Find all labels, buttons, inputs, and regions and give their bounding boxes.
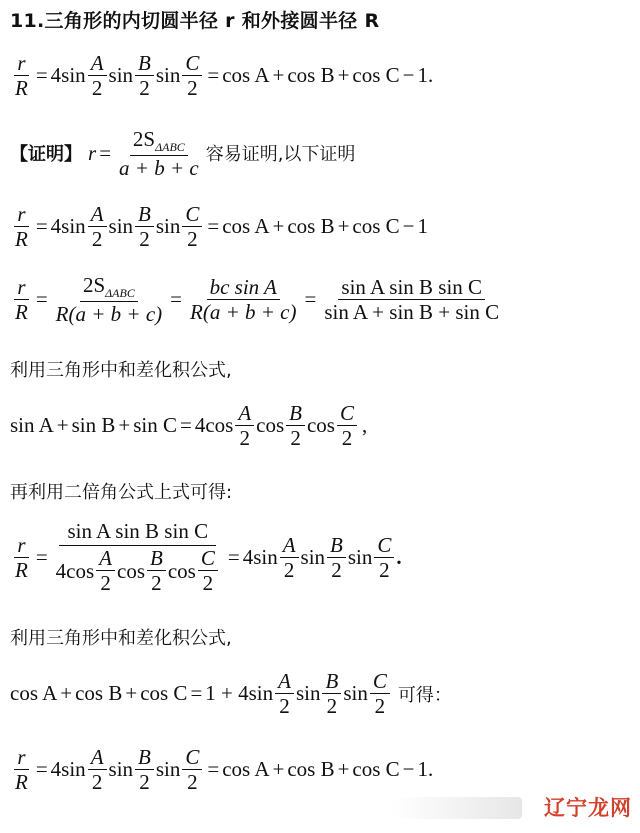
- fraction-C-over-2: [182, 203, 202, 250]
- numerator: A: [96, 547, 115, 571]
- page-title: 11.三角形的内切圆半径 r 和外接圆半径 R: [10, 10, 380, 32]
- denominator: 2: [374, 694, 386, 719]
- fraction-area-over-perimeter: [53, 274, 165, 325]
- equals-sign: =: [35, 286, 48, 311]
- numerator: C: [374, 534, 394, 558]
- fraction-A-over-2: [275, 670, 294, 717]
- denominator: R(a + b + c): [55, 301, 163, 326]
- plus-sign: +: [118, 413, 131, 438]
- numerator: A: [235, 402, 254, 426]
- coefficient: 4sin: [242, 544, 278, 569]
- plus-sign: +: [125, 681, 138, 706]
- fraction-B-over-2: [286, 402, 305, 449]
- denominator: R: [15, 227, 28, 252]
- equals-sign: =: [304, 286, 317, 311]
- term: sin C: [133, 413, 177, 438]
- fraction-bc-sinA: [187, 276, 299, 323]
- denominator: R: [15, 557, 28, 582]
- formula-final: [10, 746, 433, 793]
- fraction-C-over-2: [370, 670, 390, 717]
- numerator: sin A sin B sin C: [59, 520, 216, 546]
- fraction-A-over-2: [88, 746, 107, 793]
- fraction-sin-product-over-cos-product: [53, 520, 223, 594]
- equals-sign: =: [35, 544, 48, 569]
- proof-label: 【证明】: [10, 144, 82, 166]
- fraction-B-over-2: [135, 52, 154, 99]
- denominator: R: [15, 770, 28, 795]
- numerator: C: [198, 547, 218, 571]
- denominator: 2: [139, 76, 150, 101]
- equals-sign: =: [207, 757, 220, 782]
- equals-sign: =: [35, 757, 48, 782]
- numerator: B: [135, 52, 154, 76]
- numerator: C: [337, 402, 357, 426]
- numerator: r: [14, 276, 28, 300]
- minus-sign: −: [402, 757, 415, 782]
- term: cos C: [140, 681, 188, 706]
- denominator: 2: [326, 694, 338, 719]
- fraction-A-over-2: [96, 547, 115, 594]
- proof-intro-line: [10, 128, 355, 179]
- denominator: R(a + b + c): [190, 299, 297, 324]
- equals-sign: =: [190, 681, 203, 706]
- numerator: sin A sin B sin C: [338, 276, 485, 300]
- term: cos A: [222, 63, 270, 88]
- term: 1.: [417, 757, 434, 782]
- text-line-sum-to-product-2: [10, 624, 232, 650]
- function-name: sin: [155, 757, 181, 782]
- formula-ratio-expansion: [10, 274, 504, 325]
- denominator: 2: [151, 571, 162, 596]
- equals-sign: =: [207, 214, 220, 239]
- fraction-r-over-R: [12, 52, 31, 99]
- variable: r: [88, 140, 97, 165]
- fraction-C-over-2: [374, 534, 394, 581]
- term: cos C: [352, 63, 400, 88]
- numerator: [80, 274, 138, 302]
- function-name: cos: [117, 558, 145, 583]
- denominator: 2: [341, 426, 353, 451]
- numerator: r: [14, 534, 28, 558]
- fraction-sin-product-over-sum: [321, 276, 502, 323]
- denominator: 2: [187, 76, 198, 101]
- denominator: 2: [283, 557, 295, 582]
- denominator: 2: [187, 227, 198, 252]
- explanation-text: 再利用二倍角公式上式可得:: [10, 482, 233, 503]
- text-line-double-angle: [10, 478, 232, 504]
- denominator: 2: [91, 76, 103, 101]
- numerator: A: [275, 670, 294, 694]
- fraction-B-over-2: [135, 746, 154, 793]
- function-name: sin: [108, 757, 134, 782]
- function-name: sin: [108, 214, 134, 239]
- fraction-B-over-2: [322, 670, 341, 717]
- formula-sin-sum: [10, 402, 367, 449]
- watermark-fade: [392, 797, 522, 819]
- fraction-A-over-2: [88, 203, 107, 250]
- plus-sign: +: [337, 214, 350, 239]
- numerator: B: [327, 534, 346, 558]
- fraction-r-over-R: [12, 203, 31, 250]
- term: cos B: [75, 681, 123, 706]
- denominator: a + b + c: [119, 155, 199, 180]
- numerator: r: [14, 746, 28, 770]
- denominator: 2: [202, 571, 214, 596]
- numerator: bc sin A: [207, 276, 280, 300]
- term: 1: [417, 214, 429, 239]
- punctuation: .: [396, 544, 402, 569]
- plus-sign: +: [337, 63, 350, 88]
- denominator: 2: [91, 770, 103, 795]
- term: cos A: [10, 681, 58, 706]
- term: cos C: [352, 214, 400, 239]
- equals-sign: =: [227, 544, 240, 569]
- explanation-text: 利用三角形中和差化积公式,: [10, 360, 232, 381]
- coefficient: 4sin: [50, 757, 86, 782]
- term: sin B: [71, 413, 116, 438]
- function-name: sin: [295, 681, 321, 706]
- term: cos B: [287, 63, 335, 88]
- formula-cos-sum: [10, 670, 452, 717]
- denominator: 2: [100, 571, 111, 596]
- term: cos B: [287, 757, 335, 782]
- denominator: 2: [290, 426, 301, 451]
- subscript: ΔABC: [155, 140, 185, 154]
- numerator: A: [88, 203, 107, 227]
- term: cos C: [352, 757, 400, 782]
- watermark-text: 辽宁龙网: [544, 796, 632, 820]
- function-name: cos: [167, 558, 196, 583]
- numerator: B: [135, 203, 154, 227]
- numerator: B: [322, 670, 341, 694]
- subscript: ΔABC: [105, 286, 135, 300]
- term: sin A: [10, 413, 54, 438]
- fraction-r-over-R: [12, 746, 31, 793]
- numerator: A: [280, 534, 299, 558]
- term: 1.: [417, 63, 434, 88]
- formula-to-prove: [10, 203, 428, 250]
- equals-sign: =: [179, 413, 192, 438]
- numerator: A: [88, 52, 107, 76]
- term: cos A: [222, 214, 270, 239]
- denominator: [53, 546, 223, 594]
- plus-sign: +: [272, 757, 285, 782]
- numerator: B: [135, 746, 154, 770]
- numerator: C: [370, 670, 390, 694]
- equals-sign: =: [35, 63, 48, 88]
- formula-main-statement: [10, 52, 433, 99]
- numerator: C: [182, 203, 202, 227]
- numerator: B: [286, 402, 305, 426]
- coefficient: 4cos: [194, 413, 234, 438]
- function-name: sin: [155, 63, 181, 88]
- denominator: 2: [331, 557, 342, 582]
- numerator: A: [88, 746, 107, 770]
- numerator: r: [14, 203, 28, 227]
- fraction-A-over-2: [88, 52, 107, 99]
- denominator: 2: [139, 770, 150, 795]
- term: 1 + 4sin: [205, 681, 274, 706]
- proof-note: 容易证明,以下证明: [205, 144, 356, 166]
- denominator: sin A + sin B + sin C: [324, 299, 500, 324]
- numerator: C: [182, 52, 202, 76]
- fraction-C-over-2: [337, 402, 357, 449]
- plus-sign: +: [272, 214, 285, 239]
- fraction-B-over-2: [327, 534, 346, 581]
- function-name: cos: [256, 413, 285, 438]
- watermark: [392, 787, 632, 827]
- equals-sign: =: [170, 286, 182, 311]
- function-name: sin: [108, 63, 134, 88]
- coefficient: 4sin: [50, 214, 86, 239]
- fraction-r-over-R: [12, 534, 31, 581]
- minus-sign: −: [402, 63, 415, 88]
- denominator: 2: [379, 557, 390, 582]
- fraction-C-over-2: [182, 52, 202, 99]
- term: 2S: [82, 273, 106, 297]
- denominator: 2: [279, 694, 290, 719]
- explanation-text: 利用三角形中和差化积公式,: [10, 628, 232, 649]
- fraction-r-over-R: [12, 276, 31, 323]
- term: cos A: [222, 757, 270, 782]
- numerator: B: [147, 547, 166, 571]
- plus-sign: +: [272, 63, 285, 88]
- minus-sign: −: [402, 214, 415, 239]
- coefficient: 4cos: [55, 558, 95, 583]
- function-name: cos: [306, 413, 335, 438]
- fraction-inradius: [116, 128, 202, 179]
- plus-sign: +: [337, 757, 350, 782]
- equals-sign: =: [207, 63, 220, 88]
- denominator: R: [15, 299, 28, 324]
- function-name: sin: [343, 681, 368, 706]
- numerator: C: [182, 746, 202, 770]
- fraction-A-over-2: [235, 402, 254, 449]
- denominator: 2: [91, 227, 103, 252]
- equals-sign: =: [99, 140, 112, 165]
- fraction-C-over-2: [198, 547, 218, 594]
- coefficient: 4sin: [50, 63, 86, 88]
- explanation-text: 可得：: [397, 684, 452, 706]
- function-name: sin: [155, 214, 181, 239]
- numerator: r: [14, 52, 28, 76]
- fraction-B-over-2: [147, 547, 166, 594]
- plus-sign: +: [56, 413, 69, 438]
- denominator: 2: [187, 770, 198, 795]
- text-line-sum-to-product-1: [10, 356, 232, 382]
- plus-sign: +: [60, 681, 73, 706]
- function-name: sin: [300, 544, 326, 569]
- equals-sign: =: [35, 214, 48, 239]
- denominator: 2: [239, 426, 250, 451]
- denominator: 2: [139, 227, 150, 252]
- term: 2S: [132, 127, 156, 151]
- term: cos B: [287, 214, 335, 239]
- formula-double-angle-result: [10, 520, 402, 594]
- fraction-B-over-2: [135, 203, 154, 250]
- fraction-C-over-2: [182, 746, 202, 793]
- denominator: R: [15, 76, 28, 101]
- function-name: sin: [347, 544, 373, 569]
- punctuation: ,: [362, 413, 368, 438]
- fraction-A-over-2: [280, 534, 299, 581]
- numerator: [130, 128, 188, 156]
